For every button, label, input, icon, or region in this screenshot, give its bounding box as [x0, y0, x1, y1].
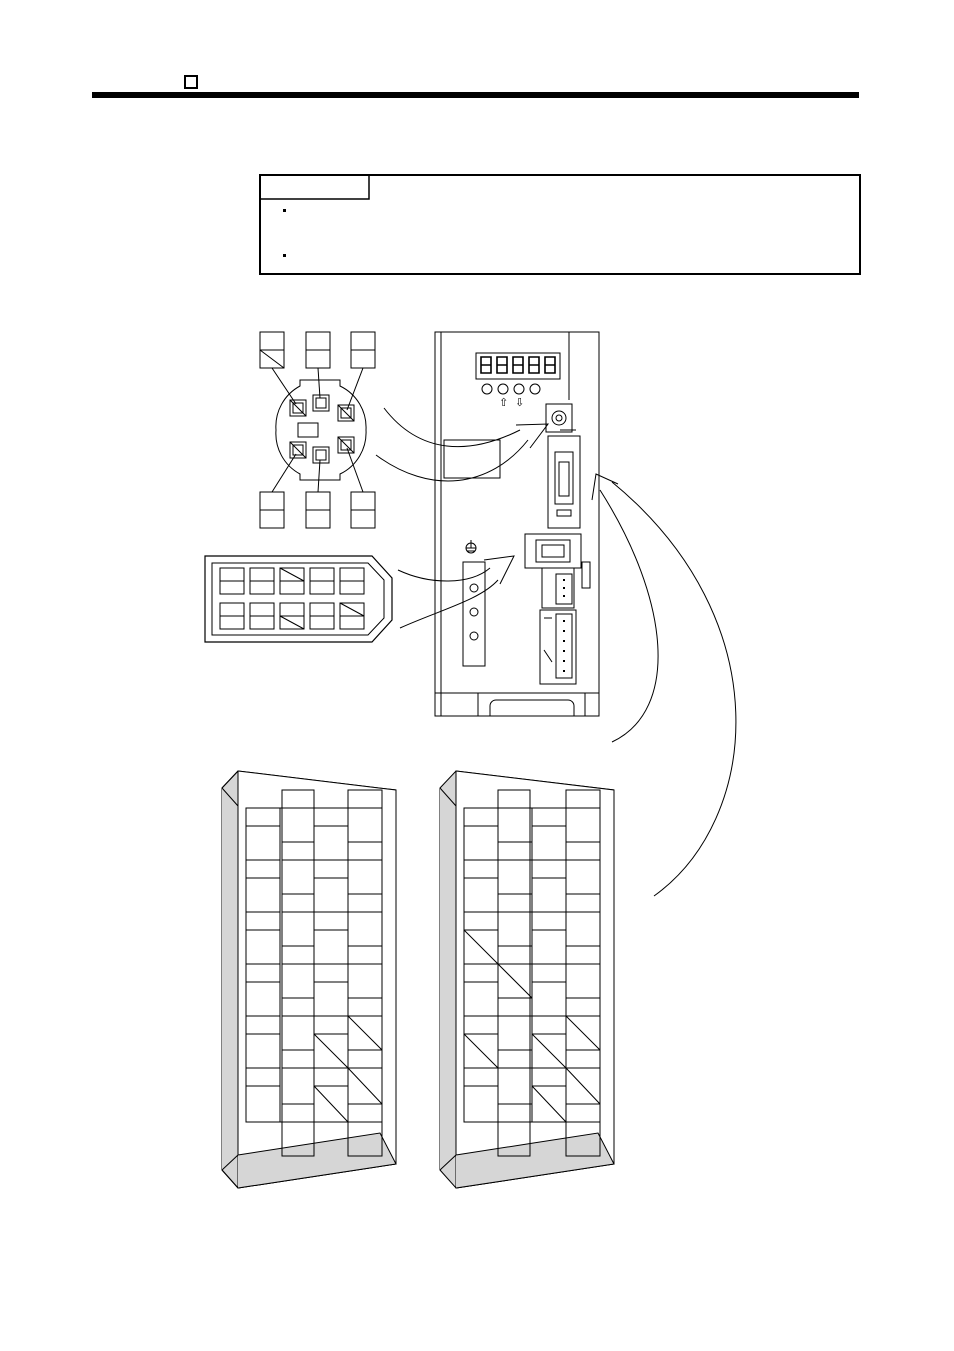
up-arrow-icon: ⇧: [499, 396, 509, 409]
cn3-connector: [260, 332, 375, 528]
amplifier-outline: [435, 332, 599, 716]
operation-buttons: [482, 384, 540, 394]
cn3-pins: [290, 395, 354, 463]
header-box-icon: [185, 76, 197, 88]
seven-segment-display: [476, 353, 560, 379]
ground-icon: [466, 540, 476, 553]
note-box: [260, 175, 860, 274]
amp-cn2-port: [525, 534, 581, 568]
cn2-pins: [220, 568, 364, 629]
cn1b-connector: [440, 771, 614, 1188]
down-arrow-icon: ⇩: [515, 396, 525, 409]
note-bullet-2: [283, 254, 286, 257]
cn2-connector: [205, 556, 392, 642]
cn3-center-key: [298, 423, 318, 437]
note-bullet-1: [283, 209, 286, 212]
servo-amplifier: [435, 332, 599, 716]
cn3-bottom-label-boxes: [260, 492, 375, 528]
amp-terminal-block: [463, 562, 485, 666]
cn1a-connector: [222, 771, 396, 1188]
amp-right-strip: [582, 562, 590, 588]
amp-cn1-port: [548, 430, 580, 528]
amp-power-connector: [540, 568, 576, 684]
amp-cn3-port: [546, 404, 572, 432]
cn3-top-label-boxes: [260, 332, 375, 368]
header-rule: [92, 92, 859, 98]
